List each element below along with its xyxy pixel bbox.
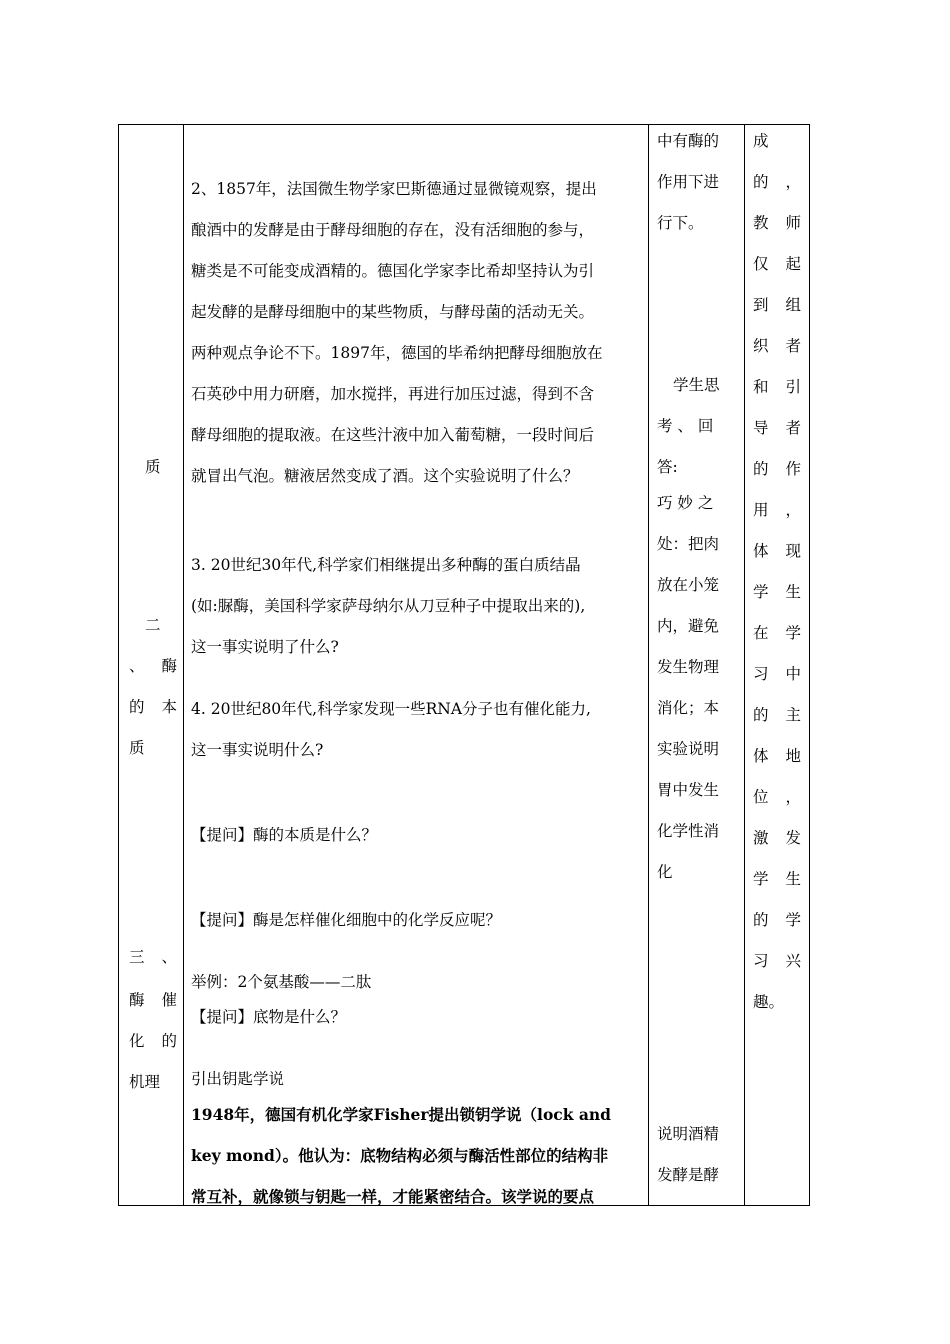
activity-line: 考 、 回 <box>657 417 714 435</box>
intent-line: 的 ， <box>753 173 801 191</box>
activity-line: 消化；本 <box>657 699 720 717</box>
activity-line: 内，避免 <box>657 617 720 635</box>
heading-fragment: 质 <box>145 458 161 476</box>
paragraph-line: 2、1857年，法国微生物学家巴斯德通过显微镜观察，提出 <box>191 180 597 198</box>
example-line: 举例：2个氨基酸——二肽 <box>191 973 372 991</box>
activity-line: 说明酒精 <box>657 1125 720 1143</box>
paragraph-line: 石英砂中用力研磨，加水搅拌，再进行加压过滤，得到不含 <box>191 385 595 403</box>
activity-line: 巧 妙 之 <box>657 494 714 512</box>
activity-line: 答: <box>657 458 678 476</box>
section-2-heading-line: 、 酶 <box>129 657 177 675</box>
paragraph-line: 这一事实说明了什么? <box>191 638 339 656</box>
intent-line: 趣。 <box>753 993 785 1011</box>
section-2-heading-line: 的 本 <box>129 698 177 716</box>
activity-line: 中有酶的 <box>657 132 720 150</box>
activity-line: 放在小笼 <box>657 576 720 594</box>
activity-line: 行下。 <box>657 214 704 232</box>
intent-line: 体 现 <box>753 542 801 560</box>
paragraph-line: 起发酵的是酵母细胞中的某些物质，与酵母菌的活动无关。 <box>191 303 595 321</box>
section-3-heading-line: 三 、 <box>129 948 177 966</box>
paragraph-line: 酿酒中的发酵是由于酵母细胞的存在，没有活细胞的参与， <box>191 221 595 239</box>
intent-line: 和 引 <box>753 378 801 396</box>
theory-line: 常互补，就像锁与钥匙一样，才能紧密结合。该学说的要点 <box>191 1187 595 1206</box>
question-line: 【提问】酶是怎样催化细胞中的化学反应呢？ <box>191 911 502 929</box>
paragraph-line: 酵母细胞的提取液。在这些汁液中加入葡萄糖，一段时间后 <box>191 426 595 444</box>
intent-line: 用 ， <box>753 501 801 519</box>
paragraph-line: 3. 20世纪30年代,科学家们相继提出多种酶的蛋白质结晶 <box>191 556 581 574</box>
activity-line: 学生思 <box>673 376 720 394</box>
theory-line: key mond）。他认为：底物结构必须与酶活性部位的结构非 <box>191 1146 609 1165</box>
intent-line: 的 主 <box>753 706 801 724</box>
section-heading-column <box>119 125 183 1205</box>
section-2-heading-line: 二 <box>145 616 161 634</box>
student-activity-column <box>648 125 744 1205</box>
intent-line: 习 中 <box>753 665 801 683</box>
activity-line: 实验说明 <box>657 740 720 758</box>
intent-line: 学 生 <box>753 583 801 601</box>
intent-line: 织 者 <box>753 337 801 355</box>
intent-line: 体 地 <box>753 747 801 765</box>
paragraph-line: 4. 20世纪80年代,科学家发现一些RNA分子也有催化能力, <box>191 700 591 718</box>
paragraph-line: 就冒出气泡。糖液居然变成了酒。这个实验说明了什么？ <box>191 467 579 485</box>
question-line: 【提问】底物是什么？ <box>191 1008 347 1026</box>
intent-line: 激 发 <box>753 829 801 847</box>
activity-line: 化学性消 <box>657 822 720 840</box>
activity-line: 处：把肉 <box>657 535 720 553</box>
theory-line: 1948年，德国有机化学家Fisher提出锁钥学说（lock and <box>191 1105 612 1124</box>
intent-line: 的 作 <box>753 460 801 478</box>
activity-line: 发生物理 <box>657 658 720 676</box>
intent-line: 学 生 <box>753 870 801 888</box>
design-intent-column <box>744 125 811 1205</box>
paragraph-line: 两种观点争论不下。1897年，德国的毕希纳把酵母细胞放在 <box>191 344 603 362</box>
section-2-heading-line: 质 <box>129 739 145 757</box>
activity-line: 发酵是酵 <box>657 1166 720 1184</box>
paragraph-line: 糖类是不可能变成酒精的。德国化学家李比希却坚持认为引 <box>191 262 595 280</box>
activity-line: 化 <box>657 863 673 881</box>
lead-line: 引出钥匙学说 <box>191 1070 285 1088</box>
intent-line: 成 <box>753 132 769 150</box>
question-line: 【提问】酶的本质是什么？ <box>191 826 378 844</box>
intent-line: 在 学 <box>753 624 801 642</box>
teaching-content-column <box>183 125 648 1205</box>
paragraph-line: 这一事实说明什么? <box>191 741 324 759</box>
intent-line: 仅 起 <box>753 255 801 273</box>
intent-line: 导 者 <box>753 419 801 437</box>
intent-line: 教 师 <box>753 214 801 232</box>
intent-line: 的 学 <box>753 911 801 929</box>
section-3-heading-line: 机理 <box>129 1073 161 1091</box>
paragraph-line: (如:脲酶，美国科学家萨母纳尔从刀豆种子中提取出来的), <box>191 597 586 615</box>
activity-line: 作用下进 <box>657 173 720 191</box>
section-3-heading-line: 化 的 <box>129 1032 177 1050</box>
intent-line: 到 组 <box>753 296 801 314</box>
intent-line: 习 兴 <box>753 952 801 970</box>
lesson-table <box>118 124 810 1206</box>
section-3-heading-line: 酶 催 <box>129 991 177 1009</box>
activity-line: 胃中发生 <box>657 781 720 799</box>
intent-line: 位 ， <box>753 788 801 806</box>
